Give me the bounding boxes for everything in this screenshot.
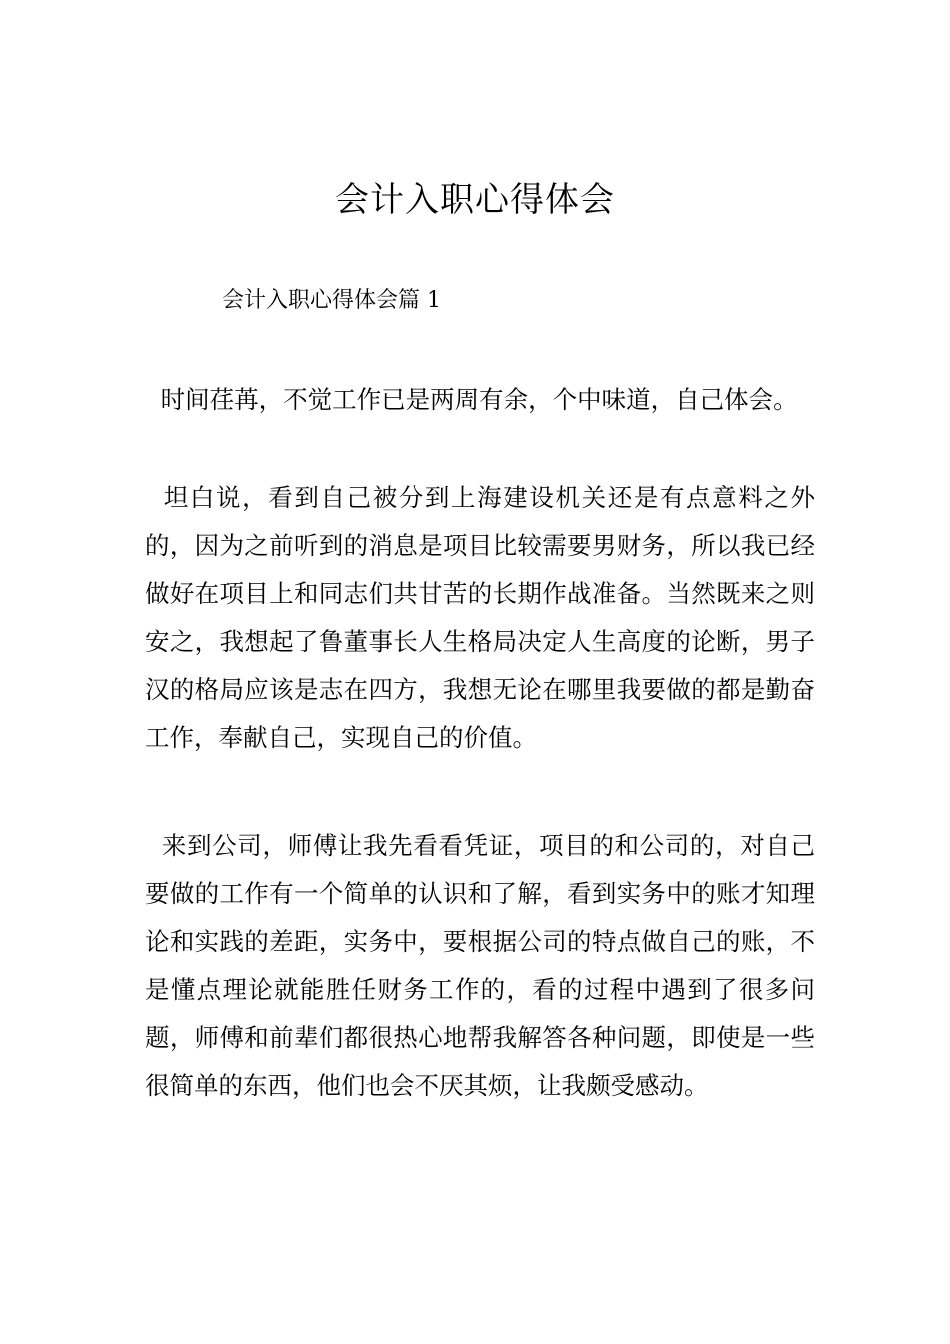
document-title: 会计入职心得体会 bbox=[335, 180, 615, 220]
paragraph-1: 时间荏苒，不觉工作已是两周有余，个中味道，自己体会。 bbox=[145, 385, 798, 414]
section-heading: 会计入职心得体会篇 1 bbox=[222, 288, 441, 313]
paragraph-3: 来到公司，师傅让我先看看凭证，项目的和公司的，对自己要做的工作有一个简单的认识和了解，看到实务中的账才知理论和实践的差距，实务中，要根据公司的特点做自己的账，不是懂点理论就能胜任财务工作的，看的过程中遇到了很多问题，师傅和前辈们都很热心地帮我解答各种问题，即使是一些很简单的东西，他们也会不厌其烦，让我颇受感动。 bbox=[145, 831, 816, 1100]
paragraph-2: 坦白说，看到自己被分到上海建设机关还是有点意料之外的，因为之前听到的消息是项目比较需要男财务，所以我已经做好在项目上和同志们共甘苦的长期作战准备。当然既来之则安之，我想起了鲁董事长人生格局决定人生高度的论断，男子汉的格局应该是志在四方，我想无论在哪里我要做的都是勤奋工作，奉献自己，实现自己的价值。 bbox=[145, 483, 816, 752]
